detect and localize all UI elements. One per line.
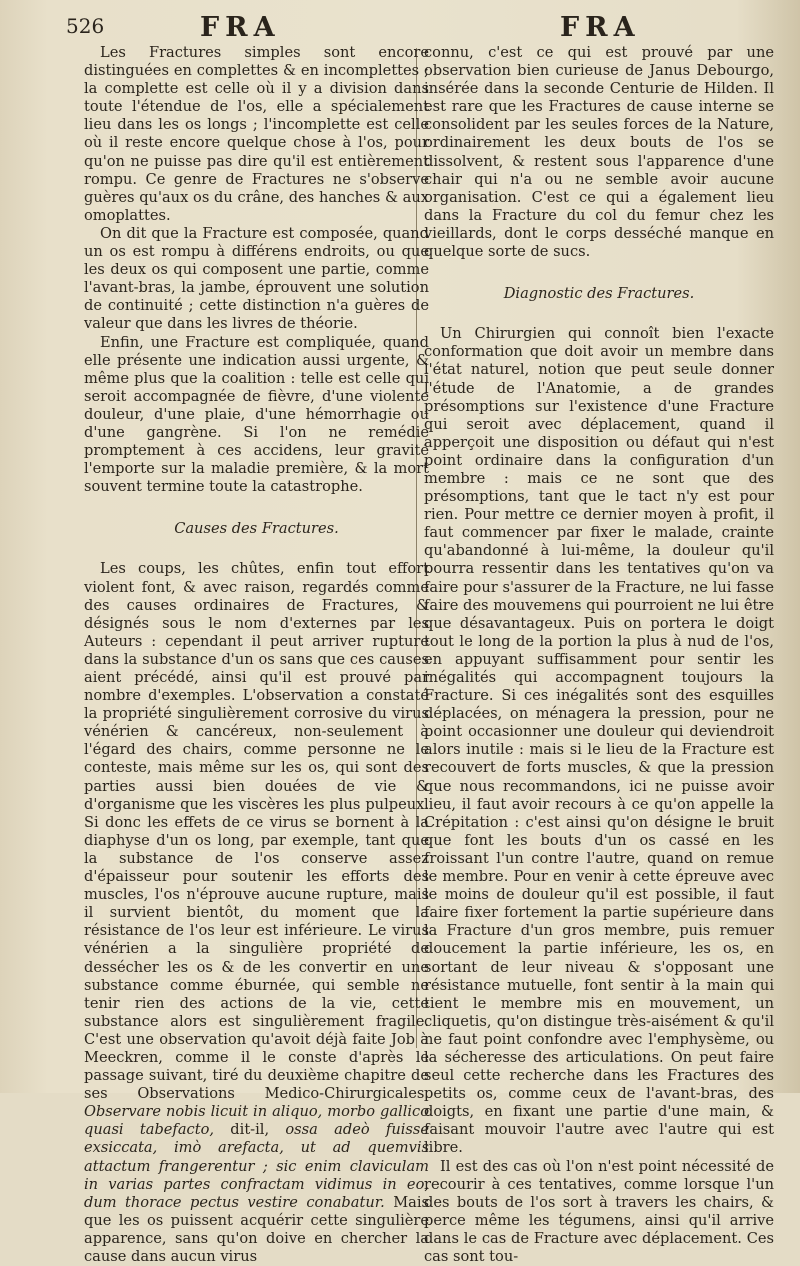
quote-attribution: dit-il,	[214, 1121, 286, 1139]
running-head-right: FRA	[560, 12, 641, 43]
latin-quote-start: Observare nobis licuit in aliquo, morbo gallico quasi tabefacto,	[84, 1103, 429, 1139]
latin-quote-end: ossa adeò fuisse exsiccata, imò arefacta, ut ad quemvis attactum frangerentur ; sic enim claviculam in varias partes confractam vidimus in eo, dum thorace pectus vestire conabatur.	[84, 1121, 429, 1211]
causes-text-end: Mais que les os puissent acquérir cette singulière apparence, sans qu'on doive en chercher la cause dans aucun virus	[84, 1193, 429, 1265]
section-heading-causes: Causes des Fractures.	[174, 520, 339, 538]
page-number: 526	[66, 14, 105, 38]
left-column	[84, 44, 429, 1265]
paragraph-fracture-compliquee: Enfin, une Fracture est compliquée, quand elle présente une indication aussi urgente, & même plus que la coalition : telle est celle qui seroit accompagnée de fièvre, d'une violente douleur, d'une plaie, d'une hémorrhagie ou d'une gangrène. Si l'on ne remédie promptement à ces accidens, leur gravité l'emporte sur la maladie première, & la mort souvent termine toute la catastrophe.	[84, 333, 429, 496]
paragraph-fracture-composee: On dit que la Fracture est composée, quand un os est rompu à différens endroits, ou que les deux os qui composent une partie, comme l'avant-bras, la jambe, éprouvent une solution de continuité ; cette distinction n'a guères de valeur que dans les livres de théorie.	[84, 224, 429, 333]
paragraph-continuation: connu, c'est ce qui est prouvé par une observation bien curieuse de Janus Debourgo, insérée dans la seconde Centurie de Hilden. Il est rare que les Fractures de cause interne se consolident par les seules forces de la Nature, ordinairement les deux bouts de l'os se dissolvent, & restent sous l'apparence d'une chair qui n'a ou ne semble avoir aucune organisation. C'est ce qui a également lieu dans la Fracture du col du femur chez les vieillards, dont le corps desséché manque en quelque sorte de sucs.	[424, 44, 774, 261]
paragraph-causes	[84, 560, 429, 1266]
causes-text: Les coups, les chûtes, enfin tout effort violent font, & avec raison, regardés comme des causes ordinaires de Fractures, & désignés sous le nom d'externes par les Auteurs : cependant il peut arriver rupture dans la substance d'un os sans que ces causes aient précédé, ainsi qu'il est prouvé par nombre d'exemples. L'observation a constaté la propriété singulièrement corrosive du virus vénérien & cancéreux, non-seulement à l'égard des chairs, comme personne ne le conteste, mais même sur les os, qui sont des parties aussi bien douées de vie & d'organisme que les viscères les plus pulpeux. Si donc les effets de ce virus se bornent à la diaphyse d'un os long, par exemple, tant que la substance de l'os conserve assez d'épaisseur pour soutenir les efforts des muscles, l'os n'éprouve aucune rupture, mais il survient bientôt, du moment que la résistance de l'os leur est inférieure. Le virus vénérien a la singulière propriété de dessécher les os & de les convertir en une substance comme éburnée, qui semble ne tenir rien des actions de la vie, cette substance alors est singulièrement fragile. C'est une observation qu'avoit déjà faite Job à Meeckren, comme il le conste d'après le passage suivant, tiré du deuxième chapitre de ses Observations Medico-Chirurgicales.	[84, 560, 429, 1103]
running-head-left: FRA	[200, 12, 281, 43]
paragraph-cas: Il est des cas où l'on n'est point nécessité de recourir à ces tentatives, comme lorsque l'un des bouts de l'os sort à travers les chairs, & perce même les tégumens, ainsi qu'il arrive dans le cas de Fracture avec déplacement. Ces cas sont tou-	[424, 1157, 774, 1265]
section-heading-diagnostic: Diagnostic des Fractures.	[503, 285, 695, 303]
right-column	[424, 44, 774, 1265]
page-header	[0, 12, 800, 46]
paragraph-diagnostic: Un Chirurgien qui connoît bien l'exacte conformation que doit avoir un membre dans l'état naturel, notion que peut seule donner l'étude de l'Anatomie, a de grandes présomptions sur l'existence d'une Fracture qui seroit avec déplacement, quand il apperçoit une disposition ou défaut qui n'est point ordinaire dans la configuration d'un membre : mais ce ne sont que des présomptions, tant que le tact n'y est pour rien. Pour mettre ce dernier moyen à profit, il faut commencer par fixer le malade, crainte qu'abandonné à lui-même, la douleur qu'il pourra ressentir dans les tentatives qu'on va faire pour s'assurer de la Fracture, ne lui fasse faire des mouvemens qui pourroient ne lui être que désavantageux. Puis on portera le doigt tout le long de la portion la plus à nud de l'os, en appuyant suffisamment pour sentir les inégalités qui accompagnent toujours la Fracture. Si ces inégalités sont des esquilles déplacées, on ménagera la pression, pour ne point occasionner une douleur qui deviendroit alors inutile : mais si le lieu de la Fracture est recouvert de forts muscles, & que la pression que nous recommandons, ici ne puisse avoir lieu, il faut avoir recours à ce qu'on appelle la Crépitation : c'est ainsi qu'on désigne le bruit que font les bouts d'un os cassé en les froissant l'un contre l'autre, quand on remue le membre. Pour en venir à cette épreuve avec le moins de douleur qu'il est possible, il faut faire fixer fortement la partie supérieure dans la Fracture d'un gros membre, puis remuer doucement la partie inférieure, les os, en sortant de leur niveau & s'opposant une résistance mutuelle, font sentir à la main qui tient le membre mis en mouvement, un cliquetis, qu'on distingue très-aisément & qu'il ne faut point confondre avec l'emphysème, ou la sécheresse des articulations. On peut faire seul cette recherche dans les Fractures des petits os, comme ceux de l'avant-bras, des doigts, en fixant une partie d'une main, & faisant mouvoir l'autre avec l'autre qui est libre.	[424, 325, 774, 1157]
paragraph-fractures-simples: Les Fractures simples sont encore distinguées en complettes & en incomplettes ; la complette est celle où il y a division dans toute l'étendue de l'os, elle a spécialement lieu dans les os longs ; l'incomplette est celle où il reste encore quelque chose à l'os, pour qu'on ne puisse pas dire qu'il est entièrement rompu. Ce genre de Fractures ne s'observe guères qu'aux os du crâne, des hanches & aux omoplattes.	[84, 44, 429, 224]
